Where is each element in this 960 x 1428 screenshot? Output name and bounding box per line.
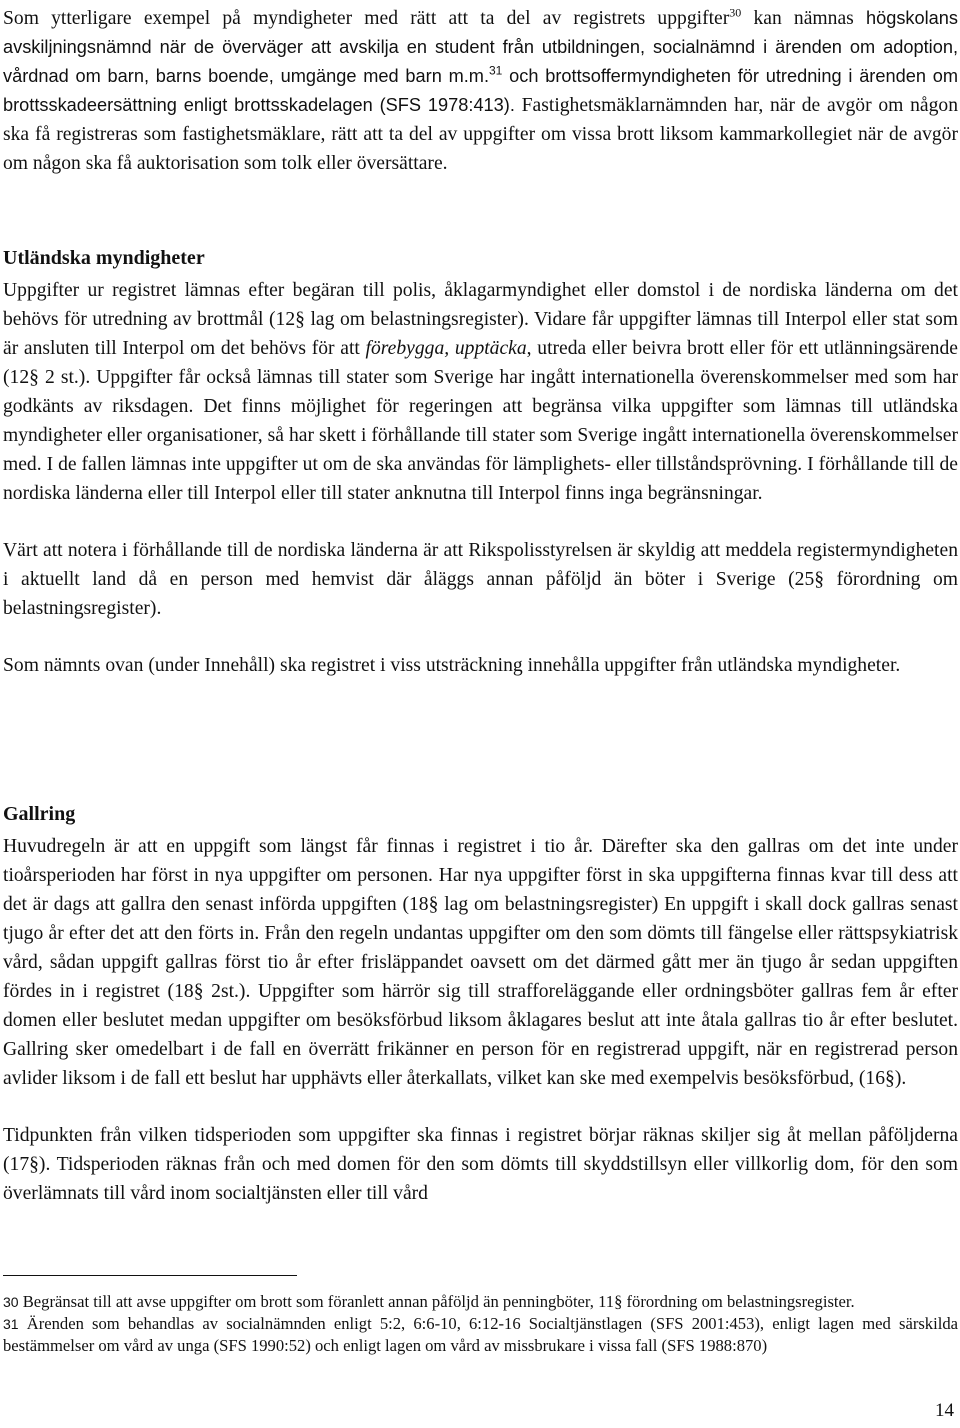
section-sign: § [428,894,439,915]
paragraph: Tidpunkten från vilken tidsperioden som uppgifter ska finnas i registret börjar räknas skiljer sig åt mellan påföljderna (17§). Tidsperioden räknas från och med domen för den som dömts till skyddstillsyn eller villkorlig dom, för den som överlämnats till vård inom socialtjänsten eller till vård [3,1125,958,1204]
section-gallring [3,800,958,1208]
section-utlandska [3,244,958,680]
footnote-31: 31 Ärenden som behandlas av socialnämnden enligt 5:2, 6:6-10, 6:12-16 Socialtjänstlagen (SFS 2001:453), enligt lagen med särskilda bestämmelser om vård av unga (SFS 1990:52) och enligt lagen om vård av missbrukare i vissa fall (SFS 1988:870) [3,1314,958,1355]
paragraph: Värt att notera i förhållande till de nordiska länderna är att Rikspolisstyrelsen är skyldig att meddela registermyndigheten i aktuellt land då en person med hemvist där åläggs annan påföljd än böter i Sverige (25§ förordning om belastningsregister). [3,540,958,619]
section-sign: § [814,569,825,590]
section-sign: § [193,981,204,1002]
section-sign: § [614,1292,623,1311]
footnote-divider [3,1275,297,1276]
paragraph: Uppgifter ur registret lämnas efter begäran till polis, åklagarmyndighet eller domstol i de nordiska länderna om det behövs för utredning av brottmål (12§ lag om belastningsregister). Vidare får uppgifter lämnas till Interpol eller stat som är ansluten till Interpol om det behövs för att förebygga, upptäcka, utreda eller beivra brott eller för ett utlänningsärende (12§ 2 st.). Uppgifter får också lämnas till stater som Sverige har ingått internationella överenskommelser med som har godkänts av riksdagen. Det finns möjlighet för regeringen att begränsa vilka uppgifter som lämnas till utländska myndigheter eller organisationer, så har skett i förhållande till stater som Sverige ingått internationella överenskommelser med. I de fallen lämnas inte uppgifter ut om de ska användas för lämplighets- eller tillståndsprövning. I förhållande till de nordiska länderna eller till Interpol eller till stater anknutna till Interpol finns inga begränsningar. [3,280,958,504]
section-sign: § [29,1154,39,1175]
paragraph: Som nämnts ovan (under Innehåll) ska registret i viss utsträckning innehålla uppgifter från utländska myndigheter. [3,655,901,676]
footnote-ref-30[interactable]: 30 [729,5,742,20]
section-sign: § [295,309,305,330]
footnotes [3,1291,958,1357]
section-heading: Gallring [3,803,76,825]
paragraph: Huvudregeln är att en uppgift som längst får finnas i registret i tio år. Därefter ska den gallras om det inte under tioårsperioden har först in nya uppgifter om personen. Har nya uppgifter först in ska uppgifterna finnas kvar till dess att det är dags att gallra den senast införda uppgiften (18§ lag om belastningsregister) En uppgift i skall dock gallras senast tjugo år efter det att den förts in. Från den regeln undantas uppgifter om den som dömts till fängelse eller rättspsykiatrisk vård, sådan uppgift gallras först tio år efter frisläppandet oavsett om det därmed gått mer än tjugo år sedan uppgiften fördes in i registret (18§ 2st.). Uppgifter som härrör sig till strafforeläggande eller ordningsböter gallras fem år efter domen eller beslutet medan uppgifter om besöksförbud liksom åklagares beslut att inte åtala gallras tio år efter beslutet. Gallring sker omedelbart i de fall en överrätt frikänner en person för en registrerad uppgift, när en registrerad person avlider liksom i de fall ett beslut har upphävts eller återkallats, vilket kan ske med exempelvis besöksförbud, (16§). [3,836,958,1089]
section-heading: Utländska myndigheter [3,247,205,269]
footnote-ref-31[interactable]: 31 [489,63,503,78]
footnote-30: 30 Begränsat till att avse uppgifter om brott som föranlett annan påföljd än penningböter, 11§ förordning om belastningsregister. [3,1292,855,1311]
intro-paragraph [3,4,958,178]
section-sign: § [29,367,39,388]
intro-text: Som ytterligare exempel på myndigheter med rätt att ta del av registrets uppgifter$^{30}$ kan nämnas högskolans avskiljningsnämnd när de överväger att avskilja en student från utbildningen, socialnämnd i ärenden om adoption, vårdnad om barn, barns boende, umgänge med barn m.m.$^{31}$ och brottsoffermyndigheten för utredning i ärenden om brottsskadeersättning enligt brottsskadelagen (SFS 1978:413). Fastighetsmäklarnämnden har, när de avgör om någon ska få registreras som fastighetsmäklare, rätt att ta del av uppgifter om vissa brott liksom kammarkollegiet när de avgör om någon ska få auktorisation som tolk eller översättare. [3,5,959,174]
page-number: 14 [935,1400,954,1421]
section-sign: § [885,1068,895,1089]
